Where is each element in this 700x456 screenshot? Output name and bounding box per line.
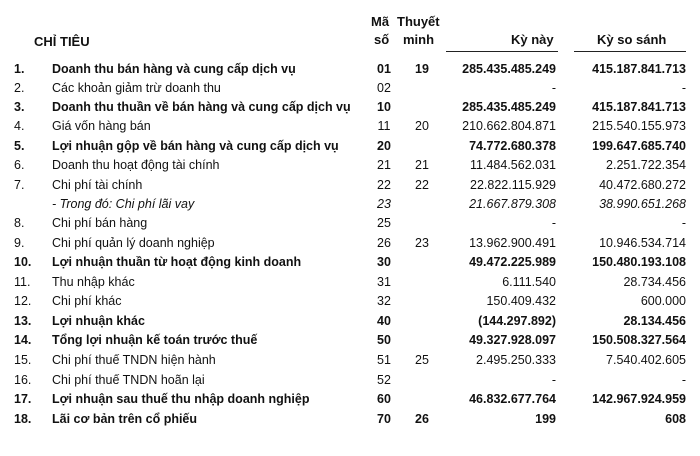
row-number: 10. <box>14 255 32 269</box>
row-current-period: 49.327.928.097 <box>469 333 556 347</box>
row-number: 7. <box>14 178 25 192</box>
row-current-period: 285.435.485.249 <box>462 100 556 114</box>
row-number: 1. <box>14 62 25 76</box>
row-current-period: 2.495.250.333 <box>476 353 556 367</box>
row-label: Chi phí thuế TNDN hiện hành <box>52 353 216 367</box>
table-row <box>0 371 700 390</box>
row-label: Doanh thu thuần về bán hàng và cung cấp dịch vụ <box>52 100 351 114</box>
header-ma: Mã <box>371 14 390 29</box>
row-current-period: (144.297.892) <box>478 314 556 328</box>
row-label: Các khoản giảm trừ doanh thu <box>52 81 221 95</box>
row-code: 21 <box>377 158 391 172</box>
row-label: Lợi nhuận sau thuế thu nhập doanh nghiệp <box>52 392 310 406</box>
row-code: 40 <box>377 314 391 328</box>
row-label: Chi phí khác <box>52 294 122 308</box>
row-comparison-period: 600.000 <box>640 294 686 308</box>
row-note: 19 <box>415 62 429 76</box>
row-code: 52 <box>377 373 391 387</box>
row-number: 11. <box>14 275 31 289</box>
row-comparison-period: 28.134.456 <box>623 314 686 328</box>
row-current-period: 210.662.804.871 <box>462 119 556 133</box>
row-code: 22 <box>377 178 391 192</box>
table-row <box>0 79 700 98</box>
row-note: 21 <box>415 158 429 172</box>
row-number: 14. <box>14 333 32 347</box>
row-current-period: 21.667.879.308 <box>469 197 556 211</box>
row-comparison-period: 38.990.651.268 <box>599 197 686 211</box>
row-label: Tổng lợi nhuận kế toán trước thuế <box>52 333 258 347</box>
row-code: 02 <box>377 81 391 95</box>
row-current-period: 6.111.540 <box>502 275 556 289</box>
table-row <box>0 234 700 253</box>
row-number: 12. <box>14 294 32 308</box>
row-number: 18. <box>14 412 32 426</box>
row-label: Chi phí bán hàng <box>52 216 148 230</box>
header-so: số <box>374 32 390 47</box>
table-row <box>0 292 700 311</box>
table-row <box>0 214 700 233</box>
row-label: - Trong đó: Chi phí lãi vay <box>52 197 195 211</box>
row-comparison-period: 150.508.327.564 <box>592 333 686 347</box>
table-row <box>0 117 700 136</box>
row-comparison-period: 608 <box>665 412 686 426</box>
row-number: 5. <box>14 139 25 153</box>
row-code: 31 <box>377 275 391 289</box>
row-label: Thu nhập khác <box>52 275 135 289</box>
table-row <box>0 410 700 429</box>
row-note: 20 <box>415 119 429 133</box>
table-row <box>0 390 700 409</box>
row-code: 60 <box>377 392 391 406</box>
row-code: 51 <box>377 353 391 367</box>
row-comparison-period: 142.967.924.959 <box>592 392 686 406</box>
row-number: 8. <box>14 216 25 230</box>
row-current-period: 199 <box>535 412 556 426</box>
row-comparison-period: - <box>681 81 686 95</box>
row-current-period: 22.822.115.929 <box>470 178 556 192</box>
row-current-period: 49.472.225.989 <box>469 255 556 269</box>
header-divider-previous <box>574 51 686 52</box>
table-row <box>0 331 700 350</box>
row-code: 30 <box>377 255 391 269</box>
row-note: 23 <box>415 236 429 250</box>
row-label: Chi phí quản lý doanh nghiệp <box>52 236 215 250</box>
row-number: 13. <box>14 314 32 328</box>
row-number: 2. <box>14 81 25 95</box>
row-comparison-period: 10.946.534.714 <box>599 236 686 250</box>
header-ky-so-sanh: Kỳ so sánh <box>597 32 667 47</box>
table-row <box>0 351 700 370</box>
header-divider-current <box>446 51 558 52</box>
row-label: Chi phí tài chính <box>52 178 143 192</box>
row-label: Lợi nhuận khác <box>52 314 145 328</box>
row-label: Doanh thu hoạt động tài chính <box>52 158 220 172</box>
row-number: 6. <box>14 158 25 172</box>
row-comparison-period: 40.472.680.272 <box>599 178 686 192</box>
header-minh: minh <box>403 32 435 47</box>
row-code: 11 <box>377 119 391 133</box>
row-current-period: 46.832.677.764 <box>469 392 556 406</box>
row-number: 15. <box>14 353 32 367</box>
row-number: 17. <box>14 392 32 406</box>
row-current-period: - <box>551 373 556 387</box>
table-row <box>0 195 700 214</box>
row-current-period: - <box>551 216 556 230</box>
row-label: Lãi cơ bản trên cổ phiếu <box>52 412 198 426</box>
table-row <box>0 98 700 117</box>
row-label: Giá vốn hàng bán <box>52 119 151 133</box>
row-comparison-period: 415.187.841.713 <box>592 100 686 114</box>
table-row <box>0 156 700 175</box>
row-note: 22 <box>415 178 429 192</box>
row-code: 23 <box>377 197 391 211</box>
row-current-period: 150.409.432 <box>486 294 556 308</box>
row-comparison-period: 28.734.456 <box>623 275 686 289</box>
row-comparison-period: 199.647.685.740 <box>592 139 686 153</box>
row-current-period: 285.435.485.249 <box>462 62 556 76</box>
row-code: 50 <box>377 333 391 347</box>
table-row <box>0 312 700 331</box>
row-code: 25 <box>377 216 391 230</box>
row-number: 9. <box>14 236 25 250</box>
header-chi-tieu: CHỈ TIÊU <box>34 34 90 49</box>
table-row <box>0 273 700 292</box>
row-comparison-period: 215.540.155.973 <box>592 119 686 133</box>
row-current-period: 13.962.900.491 <box>469 236 556 250</box>
row-note: 25 <box>415 353 429 367</box>
table-row <box>0 176 700 195</box>
row-current-period: 11.484.562.031 <box>470 158 556 172</box>
table-row <box>0 253 700 272</box>
row-number: 3. <box>14 100 25 114</box>
row-label: Lợi nhuận gộp về bán hàng và cung cấp dịch vụ <box>52 139 339 153</box>
row-number: 16. <box>14 373 32 387</box>
row-note: 26 <box>415 412 429 426</box>
row-code: 32 <box>377 294 391 308</box>
row-comparison-period: - <box>681 216 686 230</box>
row-label: Doanh thu bán hàng và cung cấp dịch vụ <box>52 62 296 76</box>
row-label: Lợi nhuận thuần từ hoạt động kinh doanh <box>52 255 302 269</box>
row-comparison-period: - <box>681 373 686 387</box>
row-label: Chi phí thuế TNDN hoãn lại <box>52 373 205 387</box>
table-row <box>0 137 700 156</box>
row-comparison-period: 7.540.402.605 <box>606 353 686 367</box>
row-number: 4. <box>14 119 25 133</box>
row-current-period: - <box>551 81 556 95</box>
row-code: 20 <box>377 139 391 153</box>
row-current-period: 74.772.680.378 <box>469 139 556 153</box>
row-code: 10 <box>377 100 391 114</box>
row-comparison-period: 150.480.193.108 <box>592 255 686 269</box>
header-thuyet: Thuyết <box>397 14 440 29</box>
header-ky-nay: Kỳ này <box>511 32 554 47</box>
row-comparison-period: 2.251.722.354 <box>606 158 686 172</box>
row-code: 70 <box>377 412 391 426</box>
row-code: 26 <box>377 236 391 250</box>
table-row <box>0 60 700 79</box>
row-code: 01 <box>377 62 391 76</box>
row-comparison-period: 415.187.841.713 <box>592 62 686 76</box>
